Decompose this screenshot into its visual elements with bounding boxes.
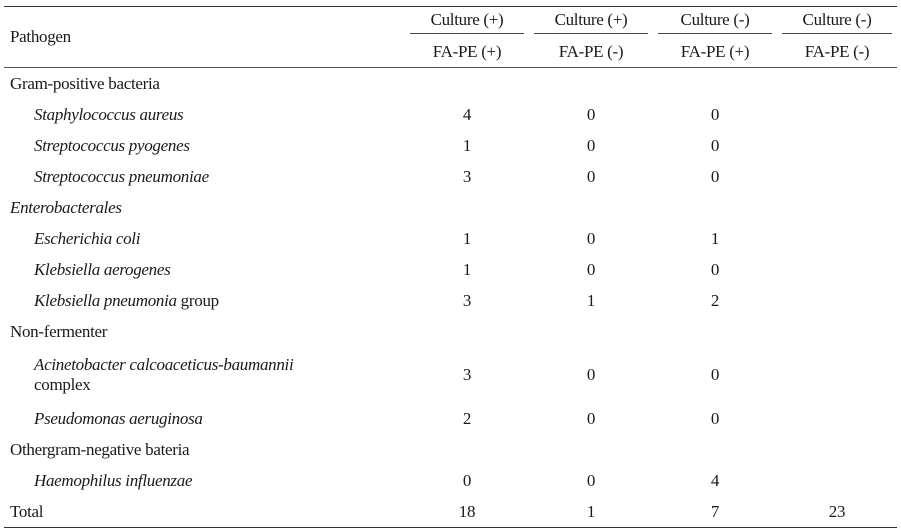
value-cell: 1 bbox=[586, 290, 596, 310]
total-label: Total bbox=[10, 501, 44, 521]
pathogen-name-cell bbox=[4, 347, 405, 403]
pathogen-name: Pseudomonas aeruginosa bbox=[34, 408, 203, 428]
table-row bbox=[4, 161, 897, 192]
group-row bbox=[4, 192, 897, 223]
pathogen-name: Klebsiella aerogenes bbox=[34, 259, 171, 279]
group-row bbox=[4, 434, 897, 465]
pathogen-name: Streptococcus pyogenes bbox=[34, 135, 190, 155]
value-cell: 1 bbox=[462, 135, 472, 155]
value-cell: 0 bbox=[586, 365, 596, 384]
total-value: 1 bbox=[586, 501, 596, 521]
group-row bbox=[4, 68, 897, 100]
value-cell: 0 bbox=[710, 104, 720, 124]
total-row bbox=[4, 496, 897, 528]
value-cell: 1 bbox=[462, 259, 472, 279]
value-cell: 1 bbox=[710, 228, 720, 248]
culture-header-1: Culture (+) bbox=[405, 7, 529, 38]
fape-header-1: FA-PE (+) bbox=[432, 42, 502, 61]
value-cell: 0 bbox=[586, 228, 596, 248]
pathogen-header: Pathogen bbox=[10, 27, 71, 46]
fape-header-3: FA-PE (+) bbox=[680, 42, 750, 61]
fape-header-4: FA-PE (-) bbox=[804, 42, 870, 61]
header-row-culture bbox=[4, 7, 897, 38]
table-row bbox=[4, 465, 897, 496]
value-cell: 3 bbox=[462, 365, 472, 384]
pathogen-name-line2: complex bbox=[34, 375, 91, 394]
value-cell: 0 bbox=[710, 408, 720, 428]
value-cell bbox=[777, 161, 897, 192]
value-cell bbox=[777, 465, 897, 496]
value-cell: 0 bbox=[586, 259, 596, 279]
pathogen-name: Staphylococcus aureus bbox=[34, 104, 184, 124]
value-cell: 0 bbox=[586, 135, 596, 155]
table-row bbox=[4, 285, 897, 316]
pathogen-name-cell bbox=[4, 285, 405, 316]
value-cell bbox=[777, 223, 897, 254]
total-value: 23 bbox=[828, 501, 846, 521]
value-cell: 0 bbox=[710, 135, 720, 155]
pathogen-name: Escherichia coli bbox=[34, 228, 141, 248]
value-cell: 0 bbox=[586, 408, 596, 428]
value-cell: 0 bbox=[710, 166, 720, 186]
value-cell bbox=[777, 254, 897, 285]
culture-header-3: Culture (-) bbox=[653, 7, 777, 38]
table-row bbox=[4, 223, 897, 254]
table-row bbox=[4, 254, 897, 285]
pathogen-name: Acinetobacter calcoaceticus-baumannii bbox=[34, 355, 294, 374]
value-cell bbox=[777, 285, 897, 316]
value-cell bbox=[777, 99, 897, 130]
pathogen-name: Haemophilus influenzae bbox=[34, 470, 193, 490]
value-cell bbox=[777, 347, 897, 403]
group-label: Gram-positive bacteria bbox=[4, 68, 897, 100]
value-cell: 0 bbox=[462, 470, 472, 490]
value-cell: 4 bbox=[710, 470, 720, 490]
group-label: Non-fermenter bbox=[10, 321, 108, 341]
value-cell: 1 bbox=[462, 228, 472, 248]
value-cell: 0 bbox=[710, 365, 720, 384]
value-cell: 2 bbox=[710, 290, 720, 310]
value-cell: 3 bbox=[462, 166, 472, 186]
table-row bbox=[4, 347, 897, 403]
value-cell: 3 bbox=[462, 290, 472, 310]
total-value: 7 bbox=[710, 501, 720, 521]
value-cell: 2 bbox=[462, 408, 472, 428]
pathogen-results-table bbox=[4, 6, 897, 528]
group-row bbox=[4, 316, 897, 347]
pathogen-name: Streptococcus pneumoniae bbox=[34, 166, 209, 186]
value-cell: 0 bbox=[586, 470, 596, 490]
value-cell: 0 bbox=[586, 104, 596, 124]
pathogen-name-suffix: group bbox=[176, 290, 219, 310]
table-row bbox=[4, 130, 897, 161]
value-cell: 4 bbox=[462, 104, 472, 124]
value-cell bbox=[777, 130, 897, 161]
fape-header-2: FA-PE (-) bbox=[558, 42, 624, 61]
pathogen-name: Klebsiella pneumonia bbox=[34, 290, 177, 310]
value-cell: 0 bbox=[710, 259, 720, 279]
table-row bbox=[4, 99, 897, 130]
total-value: 18 bbox=[458, 501, 476, 521]
value-cell bbox=[777, 403, 897, 434]
value-cell: 0 bbox=[586, 166, 596, 186]
group-label: Othergram-negative bateria bbox=[10, 439, 190, 459]
table-row bbox=[4, 403, 897, 434]
group-label: Enterobacterales bbox=[10, 197, 122, 217]
culture-header-2: Culture (+) bbox=[529, 7, 653, 38]
culture-header-4: Culture (-) bbox=[777, 7, 897, 38]
